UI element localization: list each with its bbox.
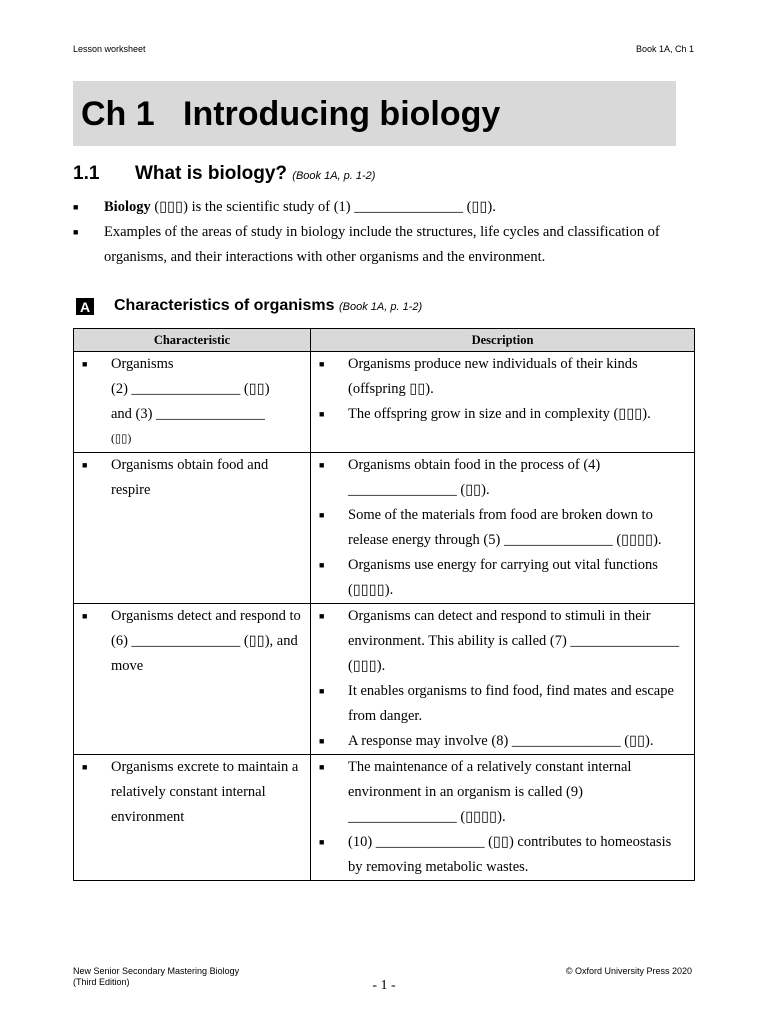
list-item	[311, 679, 694, 729]
footer-book-title-line1: New Senior Secondary Mastering Biology	[73, 966, 240, 976]
characteristic-line: (▯▯)	[111, 433, 132, 445]
subsection-heading	[76, 297, 422, 315]
list-item	[311, 553, 694, 603]
characteristic-text: Organisms excrete to maintain a relatively constant internal environment	[111, 759, 299, 825]
header-characteristic: Characteristic	[74, 329, 311, 352]
section-ref: (Book 1A, p. 1-2)	[292, 170, 376, 182]
square-bullet-icon: ■	[319, 560, 325, 570]
list-item	[74, 755, 310, 830]
description-text: A response may involve (8) _______________ (▯▯).	[348, 733, 654, 749]
square-bullet-icon: ■	[82, 460, 88, 470]
characteristic-cell	[74, 453, 311, 604]
intro-list	[73, 195, 693, 270]
biology-term: Biology	[104, 199, 151, 215]
square-bullet-icon: ■	[82, 762, 88, 772]
description-text: Some of the materials from food are broken down to release energy through (5) _______________ (▯▯▯▯).	[348, 507, 662, 548]
square-bullet-icon: ■	[319, 736, 325, 746]
characteristic-cell	[74, 755, 311, 881]
square-bullet-icon: ■	[73, 202, 79, 212]
square-bullet-icon: ■	[319, 762, 325, 772]
list-item	[74, 604, 310, 679]
description-text: Organisms produce new individuals of their kinds (offspring ▯▯).	[348, 356, 638, 397]
section-badge: A	[76, 298, 94, 315]
list-item	[74, 453, 310, 503]
list-item	[311, 755, 694, 830]
characteristic-cell	[74, 352, 311, 453]
chapter-title-band	[73, 81, 676, 146]
header-worksheet-label: Lesson worksheet	[73, 44, 146, 54]
footer-book-title-line2: (Third Edition)	[73, 977, 130, 987]
characteristics-table	[73, 328, 695, 881]
description-text: Organisms can detect and respond to stimuli in their environment. This ability is called (7) _______________ (▯▯▯).	[348, 608, 680, 674]
square-bullet-icon: ■	[82, 359, 88, 369]
section-number: 1.1	[73, 163, 100, 184]
square-bullet-icon: ■	[319, 611, 325, 621]
list-item	[311, 830, 694, 880]
list-item	[311, 729, 694, 754]
subsection-ref: (Book 1A, p. 1-2)	[338, 301, 423, 313]
square-bullet-icon: ■	[319, 686, 325, 696]
square-bullet-icon: ■	[82, 611, 88, 621]
characteristic-line: (2) _______________ (▯▯)	[111, 381, 270, 397]
description-text: (10) _______________ (▯▯) contributes to homeostasis by removing metabolic wastes.	[348, 834, 672, 875]
footer-copyright: © Oxford University Press 2020	[565, 966, 692, 976]
list-item	[311, 402, 694, 427]
section-heading	[73, 163, 375, 185]
description-text: The offspring grow in size and in complexity (▯▯▯).	[348, 406, 651, 422]
description-cell	[311, 453, 695, 604]
table-row	[74, 604, 695, 755]
list-item	[311, 604, 694, 679]
description-cell	[311, 604, 695, 755]
description-text: Organisms use energy for carrying out vital functions (▯▯▯▯).	[348, 557, 658, 598]
table-header-row	[74, 329, 695, 352]
characteristic-cell	[74, 604, 311, 755]
description-cell	[311, 352, 695, 453]
square-bullet-icon: ■	[73, 227, 79, 237]
page-number: - 1 -	[372, 978, 396, 993]
intro-item-definition	[73, 195, 693, 220]
intro-item-examples	[73, 220, 693, 270]
list-item	[311, 503, 694, 553]
square-bullet-icon: ■	[319, 460, 325, 470]
characteristic-text: Organisms obtain food and respire	[111, 457, 269, 498]
header-description: Description	[311, 329, 695, 352]
characteristic-line: Organisms	[111, 356, 174, 372]
chapter-title: Ch 1 Introducing biology	[81, 95, 501, 133]
table-row	[74, 453, 695, 604]
square-bullet-icon: ■	[319, 837, 325, 847]
list-item	[311, 352, 694, 402]
square-bullet-icon: ■	[319, 359, 325, 369]
description-text: It enables organisms to find food, find mates and escape from danger.	[348, 683, 674, 724]
table-row	[74, 755, 695, 881]
description-cell	[311, 755, 695, 881]
list-item	[74, 352, 310, 452]
subsection-title: Characteristics of organisms	[114, 297, 335, 314]
table-row	[74, 352, 695, 453]
header-book-ref: Book 1A, Ch 1	[635, 44, 694, 54]
characteristic-text: Organisms detect and respond to (6) _______________ (▯▯), and move	[111, 608, 301, 674]
description-text: The maintenance of a relatively constant internal environment in an organism is called (9) _______________ (▯▯▯▯).	[348, 759, 632, 825]
characteristic-line: and (3) _______________	[111, 406, 265, 422]
square-bullet-icon: ■	[319, 510, 325, 520]
biology-definition: (▯▯▯) is the scientific study of (1) _______________ (▯▯).	[150, 199, 496, 215]
square-bullet-icon: ■	[319, 409, 325, 419]
examples-text: Examples of the areas of study in biology include the structures, life cycles and classification of organisms, and their interactions with other organisms and the environment.	[104, 224, 660, 265]
section-title: What is biology?	[135, 163, 287, 184]
description-text: Organisms obtain food in the process of (4) _______________ (▯▯).	[348, 457, 601, 498]
list-item	[311, 453, 694, 503]
